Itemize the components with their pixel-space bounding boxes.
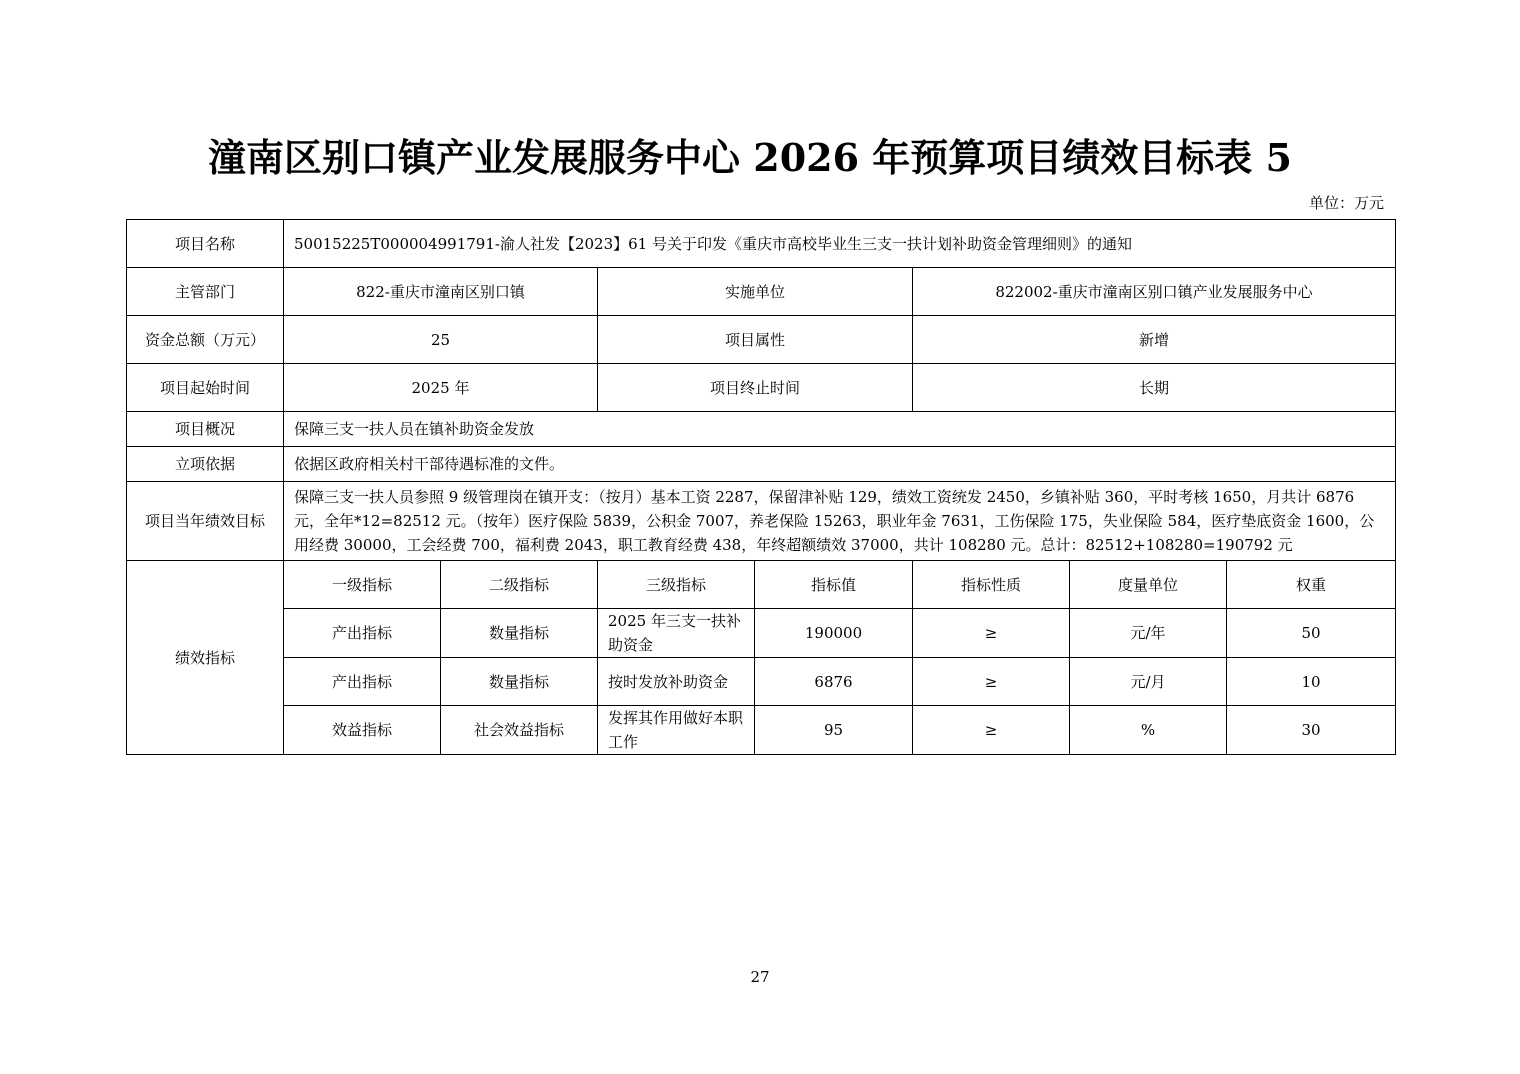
indicator-value: 6876	[755, 658, 913, 706]
indicator-level2: 数量指标	[441, 609, 598, 658]
indicator-level3: 2025 年三支一扶补助资金	[598, 609, 755, 658]
indicator-nature: ≥	[913, 609, 1070, 658]
row-project-name	[127, 220, 1396, 268]
row-department	[127, 268, 1396, 316]
start-value: 2025 年	[284, 364, 598, 412]
start-label: 项目起始时间	[127, 364, 284, 412]
header-nature: 指标性质	[913, 561, 1070, 609]
indicator-level2: 数量指标	[441, 658, 598, 706]
indicator-level1: 产出指标	[284, 658, 441, 706]
page-number: 27	[750, 968, 770, 986]
indicator-header-row	[127, 561, 1396, 609]
indicator-row	[127, 609, 1396, 658]
indicator-unit: 元/年	[1070, 609, 1227, 658]
basis-value: 依据区政府相关村干部待遇标准的文件。	[284, 447, 1396, 482]
attr-label: 项目属性	[598, 316, 913, 364]
indicator-nature: ≥	[913, 706, 1070, 755]
goal-value: 保障三支一扶人员参照 9 级管理岗在镇开支：（按月）基本工资 2287，保留津补贴 129，绩效工资统发 2450，乡镇补贴 360，平时考核 1650，月共计 6876 元，全年*12=82512 元。（按年）医疗保险 5839，公积金 7007，养老保险 15263，职业年金 7631，工伤保险 175，失业保险 584，医疗垫底资金 1600，公用经费 30000，工会经费 700，福利费 2043，职工教育经费 438，年终超额绩效 37000，共计 108280 元。总计：82512+108280=190792 元	[284, 482, 1396, 561]
indicator-row	[127, 658, 1396, 706]
indicator-weight: 10	[1227, 658, 1396, 706]
dept-value: 822-重庆市潼南区别口镇	[284, 268, 598, 316]
indicators-label: 绩效指标	[127, 561, 284, 755]
indicator-level2: 社会效益指标	[441, 706, 598, 755]
project-name-label: 项目名称	[127, 220, 284, 268]
row-period	[127, 364, 1396, 412]
indicator-weight: 30	[1227, 706, 1396, 755]
overview-value: 保障三支一扶人员在镇补助资金发放	[284, 412, 1396, 447]
indicator-value: 190000	[755, 609, 913, 658]
indicator-weight: 50	[1227, 609, 1396, 658]
indicator-unit: %	[1070, 706, 1227, 755]
indicator-nature: ≥	[913, 658, 1070, 706]
indicator-level1: 产出指标	[284, 609, 441, 658]
funds-label: 资金总额（万元）	[127, 316, 284, 364]
basis-label: 立项依据	[127, 447, 284, 482]
indicator-level3: 按时发放补助资金	[598, 658, 755, 706]
goal-label: 项目当年绩效目标	[127, 482, 284, 561]
overview-label: 项目概况	[127, 412, 284, 447]
page-title: 潼南区别口镇产业发展服务中心 2026 年预算项目绩效目标表 5	[208, 135, 1292, 180]
header-level3: 三级指标	[598, 561, 755, 609]
indicator-value: 95	[755, 706, 913, 755]
indicator-row	[127, 706, 1396, 755]
funds-value: 25	[284, 316, 598, 364]
indicator-level3: 发挥其作用做好本职工作	[598, 706, 755, 755]
row-overview	[127, 412, 1396, 447]
indicator-level1: 效益指标	[284, 706, 441, 755]
header-level1: 一级指标	[284, 561, 441, 609]
impl-value: 822002-重庆市潼南区别口镇产业发展服务中心	[913, 268, 1396, 316]
attr-value: 新增	[913, 316, 1396, 364]
indicator-unit: 元/月	[1070, 658, 1227, 706]
row-goal	[127, 482, 1396, 561]
project-name-value: 50015225T000004991791-渝人社发【2023】61 号关于印发《重庆市高校毕业生三支一扶计划补助资金管理细则》的通知	[284, 220, 1396, 268]
header-weight: 权重	[1227, 561, 1396, 609]
header-level2: 二级指标	[441, 561, 598, 609]
unit-label: 单位：万元	[1308, 194, 1384, 212]
row-funds	[127, 316, 1396, 364]
dept-label: 主管部门	[127, 268, 284, 316]
header-value: 指标值	[755, 561, 913, 609]
end-value: 长期	[913, 364, 1396, 412]
header-unit: 度量单位	[1070, 561, 1227, 609]
end-label: 项目终止时间	[598, 364, 913, 412]
row-basis	[127, 447, 1396, 482]
performance-table	[126, 219, 1396, 755]
impl-label: 实施单位	[598, 268, 913, 316]
